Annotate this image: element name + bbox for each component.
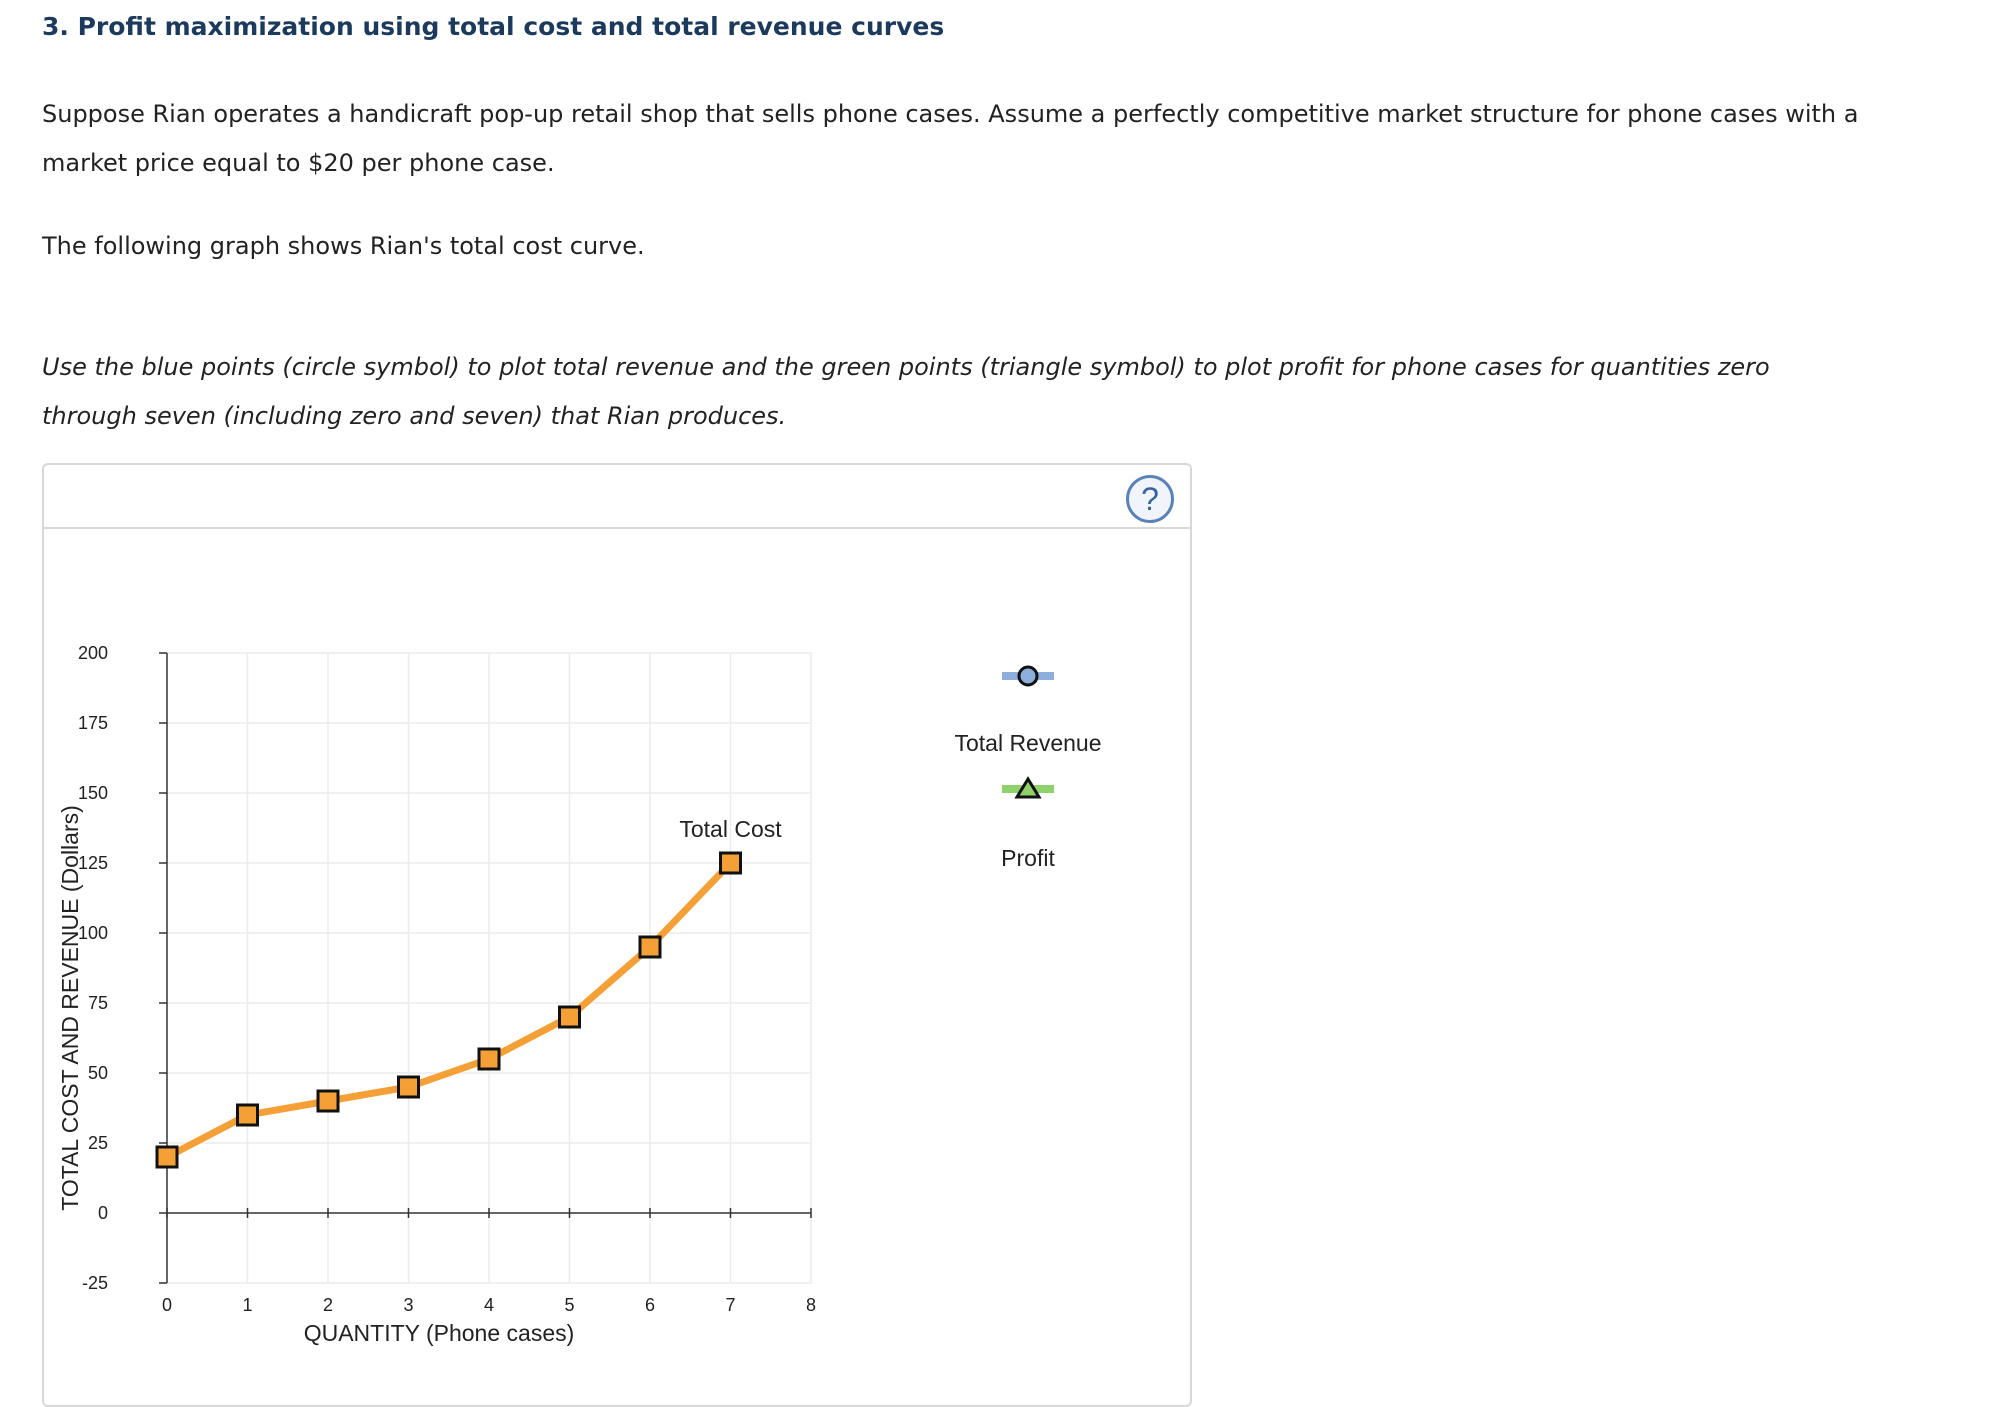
total-cost-point[interactable] — [318, 1091, 338, 1111]
y-tick-label: 50 — [87, 1063, 108, 1083]
legend-total-revenue-label: Total Revenue — [954, 730, 1102, 756]
instruction-line-2: through seven (including zero and seven) that Rian produces. — [42, 402, 787, 430]
x-tick-label: 4 — [483, 1295, 495, 1315]
x-tick-label: 6 — [644, 1295, 656, 1315]
y-tick-label: 0 — [97, 1203, 108, 1223]
question-title: 3. Profit maximization using total cost and total revenue curves — [42, 12, 945, 41]
x-axis-title: QUANTITY (Phone cases) — [303, 1320, 575, 1346]
x-tick-label: 5 — [564, 1295, 575, 1315]
x-tick-label: 0 — [161, 1295, 173, 1315]
total-cost-point[interactable] — [640, 937, 660, 957]
y-tick-label: 125 — [77, 853, 108, 873]
total-cost-point[interactable] — [721, 853, 741, 873]
legend — [954, 667, 1101, 871]
x-tick-label: 2 — [322, 1295, 334, 1315]
instruction-line-1: Use the blue points (circle symbol) to plot total revenue and the green points (triangle symbol) to plot profit for phone cases for quantities zero — [42, 353, 1770, 381]
y-tick-label: 25 — [87, 1133, 108, 1153]
x-tick-label: 3 — [403, 1295, 414, 1315]
intro-line-1: Suppose Rian operates a handicraft pop-up retail shop that sells phone cases. Assume a perfectly competitive market structure for phone cases with a — [42, 100, 1859, 128]
total-cost-point[interactable] — [238, 1105, 258, 1125]
graph-intro: The following graph shows Rian's total cost curve. — [42, 232, 645, 260]
legend-profit-label: Profit — [1001, 845, 1055, 871]
chart[interactable] — [44, 465, 1190, 1405]
chart-series — [157, 816, 782, 1167]
chart-axes — [78, 643, 816, 1315]
x-tick-label: 1 — [242, 1295, 253, 1315]
total-cost-point[interactable] — [399, 1077, 419, 1097]
y-tick-label: 75 — [87, 993, 108, 1013]
x-tick-label: 8 — [805, 1295, 817, 1315]
y-tick-label: 100 — [77, 923, 108, 943]
graph-panel — [42, 463, 1192, 1407]
total-revenue-tool-circle-icon[interactable] — [1019, 667, 1037, 685]
chart-grid — [167, 653, 811, 1283]
total-cost-point[interactable] — [560, 1007, 580, 1027]
y-tick-label: 150 — [77, 783, 108, 803]
y-axis-title: TOTAL COST AND REVENUE (Dollars) — [57, 805, 83, 1211]
y-tick-label: -25 — [81, 1273, 108, 1293]
total-cost-point[interactable] — [157, 1147, 177, 1167]
total-cost-point[interactable] — [479, 1049, 499, 1069]
intro-line-2: market price equal to $20 per phone case. — [42, 149, 555, 177]
total-cost-label: Total Cost — [679, 816, 782, 842]
y-tick-label: 175 — [77, 713, 108, 733]
x-tick-label: 7 — [725, 1295, 736, 1315]
help-icon[interactable]: ? — [1126, 475, 1174, 523]
y-tick-label: 200 — [77, 643, 108, 663]
